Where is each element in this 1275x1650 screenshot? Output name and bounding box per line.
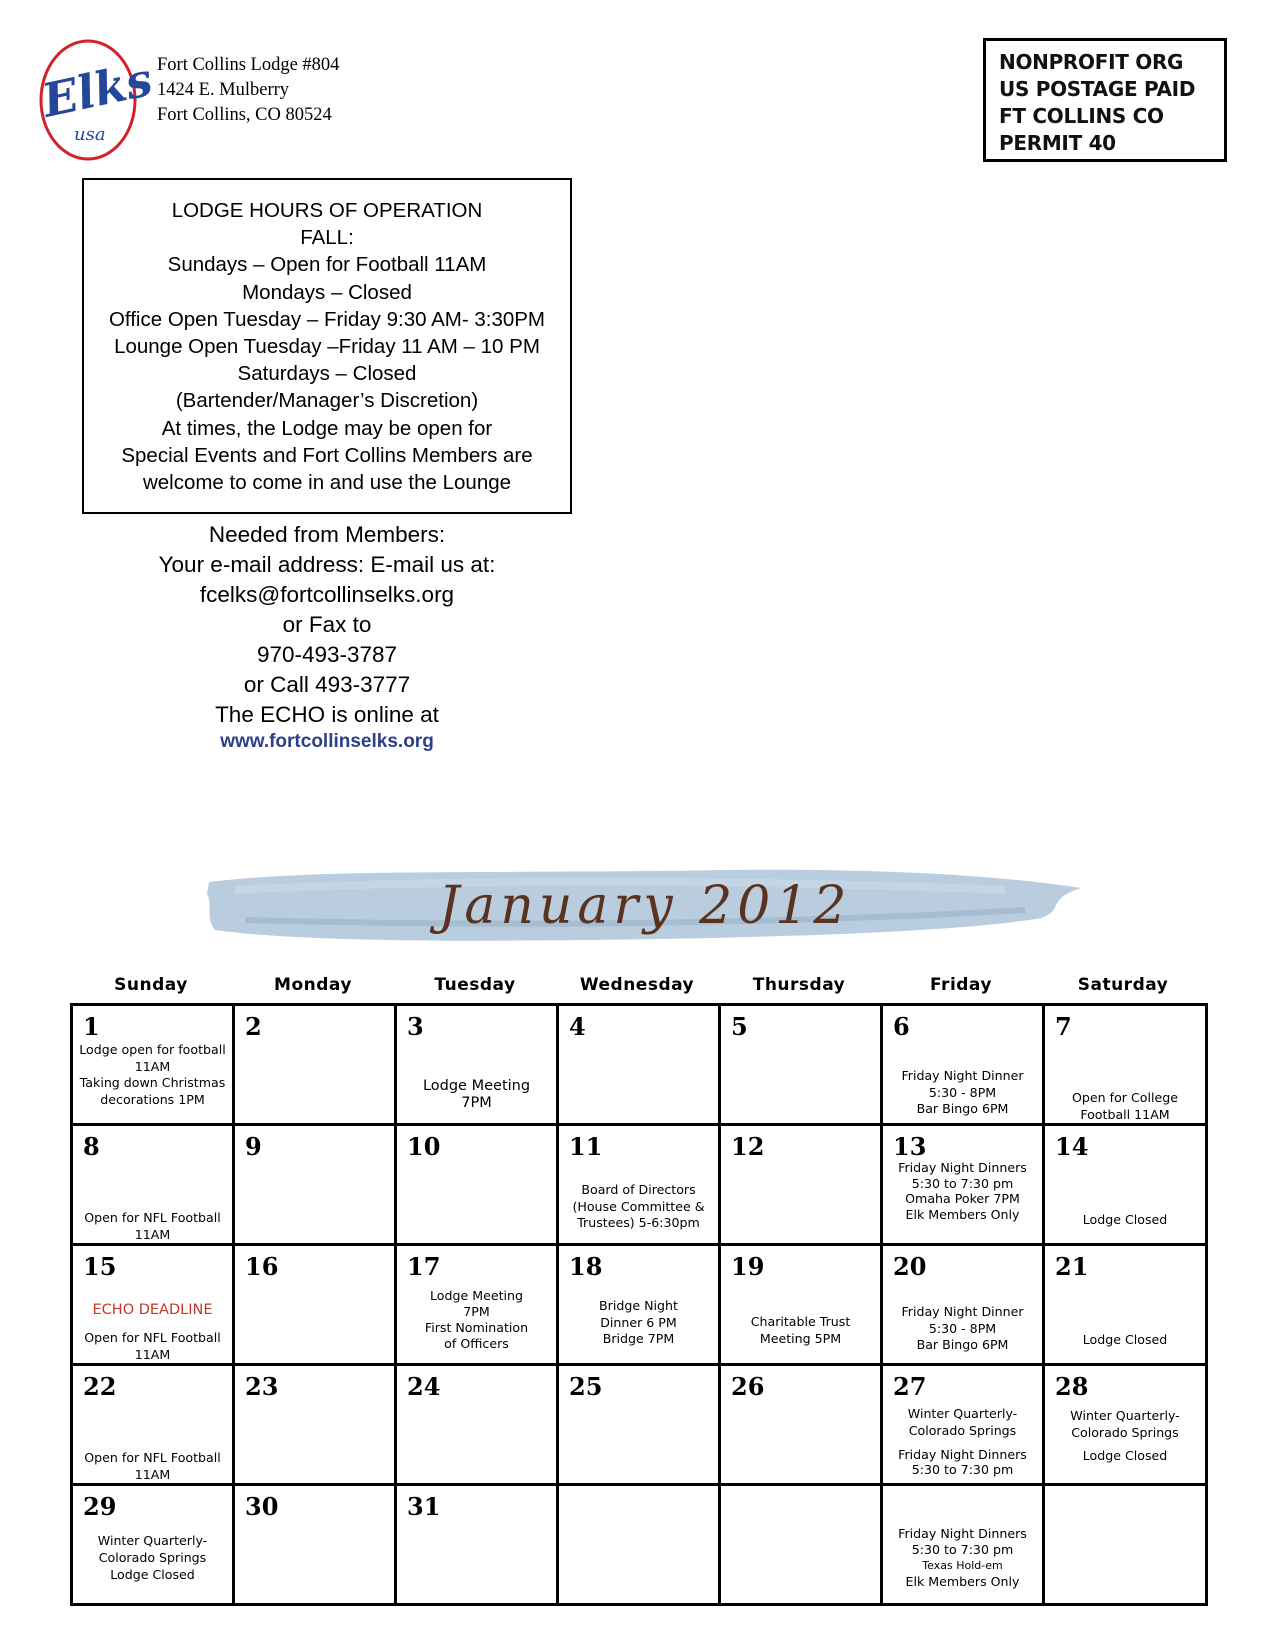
event-line: Friday Night Dinners [898,1447,1027,1462]
members-notice [82,520,572,754]
event-line: Winter Quarterly- [1070,1408,1180,1423]
day-cell [883,1126,1045,1246]
day-cell [1045,1246,1205,1366]
members-line: Needed from Members: [208,522,446,547]
address-line: Fort Collins Lodge #804 [157,55,340,75]
day-cell [235,1366,397,1486]
day-events [883,1526,1042,1590]
weekday-wednesday: Wednesday [579,975,695,995]
empty-day-cell [721,1486,883,1603]
event-line: Charitable Trust [750,1314,851,1329]
day-events [397,1288,556,1352]
event-line: Friday Night Dinner [901,1068,1024,1083]
day-cell [559,1126,721,1246]
event-line: 11AM [134,1058,171,1074]
email-link[interactable]: fcelks@fortcollinselks.org [199,582,455,607]
event-line: Bar Bingo 6PM [916,1101,1009,1116]
event-line: Open for NFL Football [84,1210,221,1225]
address-line: Fort Collins, CO 80524 [157,105,332,125]
weekday-monday: Monday [274,975,352,995]
event-line: Bridge Night [599,1298,678,1313]
empty-day-cell [1045,1486,1205,1603]
event-line: Lodge Meeting [429,1288,523,1303]
day-number: 7 [1055,1012,1072,1041]
day-events [1045,1408,1205,1441]
event-line: (House Committee & [572,1198,705,1214]
event-line: Colorado Springs [1071,1424,1179,1440]
logo-subtext: usa [74,124,106,145]
event-line: Lodge Meeting [422,1078,531,1094]
day-events [883,1304,1042,1354]
event-line: Dinner 6 PM [600,1314,677,1330]
event-line: Bar Bingo 6PM [916,1337,1009,1352]
day-events [559,1298,718,1348]
event-line: Texas Hold-em [922,1559,1003,1572]
day-number: 14 [1055,1132,1089,1161]
day-cell [235,1006,397,1126]
day-number: 16 [245,1252,279,1281]
day-cell [883,1486,1045,1603]
hours-line: At times, the Lodge may be open for [161,416,493,440]
event-line: Winter Quarterly- [907,1406,1018,1421]
elks-logo [36,36,157,164]
members-line: or Call 493-3777 [243,672,411,697]
day-number: 27 [893,1372,927,1401]
weekday-header-row [70,975,1210,1001]
logo-text: Elks [37,51,157,128]
event-line: 7PM [463,1304,490,1319]
event-line: Friday Night Dinner [901,1304,1024,1319]
event-line: Lodge Closed [1082,1332,1168,1347]
day-number: 5 [731,1012,748,1041]
day-cell [883,1006,1045,1126]
postage-indicia [983,38,1227,162]
day-number: 12 [731,1132,765,1161]
event-line: Friday Night Dinners [898,1160,1027,1175]
event-line: Trustees) 5-6:30pm [577,1215,700,1230]
event-line: 5:30 to 7:30 pm [911,1175,1014,1191]
day-number: 8 [83,1132,100,1161]
hours-line: FALL: [300,226,354,250]
day-number: 28 [1055,1372,1089,1401]
day-events [883,1447,1042,1477]
day-number: 1 [83,1012,100,1041]
event-line: Bridge 7PM [602,1331,675,1346]
day-cell [1045,1126,1205,1246]
day-events [721,1314,880,1347]
month-title: January 2012 [438,876,852,936]
day-cell [397,1246,559,1366]
event-line: 5:30 - 8PM [928,1320,997,1336]
day-events [559,1182,718,1232]
day-events [1045,1212,1205,1229]
event-line: Open for NFL Football [84,1330,221,1345]
event-line: Omaha Poker 7PM [905,1191,1020,1206]
day-cell [73,1366,235,1486]
day-number: 11 [569,1132,603,1161]
day-cell [235,1486,397,1603]
event-line: Football 11AM [1080,1106,1170,1122]
day-cell [883,1366,1045,1486]
day-number: 26 [731,1372,765,1401]
weekday-tuesday: Tuesday [434,975,516,995]
event-line: 11AM [134,1346,171,1362]
day-cell [397,1006,559,1126]
day-number: 2 [245,1012,262,1041]
hours-line: Lounge Open Tuesday –Friday 11 AM – 10 PM [114,335,540,359]
day-number: 21 [1055,1252,1089,1281]
day-cell [397,1366,559,1486]
day-cell [559,1366,721,1486]
event-line: 5:30 - 8PM [928,1084,997,1100]
day-cell [883,1246,1045,1366]
day-number: 4 [569,1012,586,1041]
event-line: of Officers [444,1336,509,1351]
event-line: Lodge Closed [1082,1448,1168,1463]
weekday-saturday: Saturday [1077,975,1169,995]
event-line: 11AM [134,1226,171,1242]
day-cell [73,1126,235,1246]
hours-line: Office Open Tuesday – Friday 9:30 AM- 3:30PM [108,307,546,331]
day-number: 9 [245,1132,262,1161]
event-line: Elk Members Only [905,1574,1020,1589]
event-line: 5:30 to 7:30 pm [911,1542,1014,1557]
members-line: Your e-mail address: E-mail us at: [158,552,496,577]
weekday-friday: Friday [930,975,992,995]
hours-line: (Bartender/Manager’s Discretion) [175,389,479,413]
fax-number: 970-493-3787 [256,642,398,667]
weekday-sunday: Sunday [114,975,188,995]
day-cell [397,1126,559,1246]
day-cell [397,1486,559,1603]
day-events [1045,1448,1205,1465]
day-number: 17 [407,1252,441,1281]
day-number: 3 [407,1012,424,1041]
day-number: 15 [83,1252,117,1281]
day-number: 25 [569,1372,603,1401]
day-number: 10 [407,1132,441,1161]
day-cell [721,1246,883,1366]
day-events [883,1068,1042,1118]
day-cell [73,1486,235,1603]
event-line: Board of Directors [581,1182,696,1197]
event-line: Taking down Christmas [79,1075,226,1090]
day-events [73,1450,232,1483]
day-number: 19 [731,1252,765,1281]
lodge-hours-box [82,178,572,514]
day-events [73,1532,232,1583]
day-cell [235,1246,397,1366]
event-line: 11AM [134,1466,171,1482]
event-line: decorations 1PM [100,1091,205,1107]
day-events [73,1210,232,1243]
website-link[interactable]: www.fortcollinselks.org [220,731,434,752]
day-cell [235,1126,397,1246]
day-cell [73,1246,235,1366]
event-line: Winter Quarterly- [97,1533,208,1548]
postage-line: FT COLLINS CO [999,104,1164,128]
calendar-grid [70,1003,1208,1606]
event-line: First Nomination [424,1320,529,1335]
hours-line: Sundays – Open for Football 11AM [167,253,487,277]
members-line: or Fax to [282,612,372,637]
day-number: 18 [569,1252,603,1281]
day-number: 30 [245,1492,279,1521]
event-line: 7PM [461,1095,492,1111]
day-events [73,1330,232,1363]
day-cell [721,1126,883,1246]
day-events [883,1160,1042,1222]
day-events [1045,1332,1205,1349]
hours-line: Special Events and Fort Collins Members are [121,443,533,467]
postage-line: US POSTAGE PAID [999,77,1196,101]
address-line: 1424 E. Mulberry [157,80,290,100]
event-line: Meeting 5PM [759,1330,842,1346]
members-line: The ECHO is online at [215,702,439,727]
postage-line: PERMIT 40 [999,131,1116,155]
hours-line: LODGE HOURS OF OPERATION [171,199,483,222]
event-line: Colorado Springs [98,1550,207,1565]
lodge-address [157,53,417,128]
day-number: 29 [83,1492,117,1521]
day-number: 13 [893,1132,927,1161]
event-line: Elk Members Only [905,1206,1020,1222]
day-cell [559,1246,721,1366]
weekday-thursday: Thursday [752,975,846,995]
day-number: 6 [893,1012,910,1041]
day-number: 20 [893,1252,927,1281]
day-number: 23 [245,1372,279,1401]
day-cell [73,1006,235,1126]
empty-day-cell [559,1486,721,1603]
event-line: 5:30 to 7:30 pm [911,1462,1014,1477]
day-events [397,1078,556,1112]
day-events [1045,1090,1205,1123]
day-cell [559,1006,721,1126]
day-number: 24 [407,1372,441,1401]
day-cell [721,1366,883,1486]
day-number: 31 [407,1492,441,1521]
day-cell [1045,1006,1205,1126]
day-events [73,1042,232,1108]
day-number: 22 [83,1372,117,1401]
event-line: Lodge open for football [79,1042,226,1057]
event-line: Open for College [1072,1090,1178,1105]
hours-line: Mondays – Closed [242,280,412,304]
day-events [883,1406,1042,1439]
event-line: Lodge Closed [110,1567,195,1582]
echo-deadline: ECHO DEADLINE [92,1302,213,1318]
day-cell [721,1006,883,1126]
event-line: Friday Night Dinners [898,1526,1027,1541]
day-cell [1045,1366,1205,1486]
event-line: Colorado Springs [908,1422,1017,1438]
event-line: Open for NFL Football [84,1450,221,1465]
hours-line: Saturdays – Closed [237,362,417,386]
event-line: Lodge Closed [1082,1212,1168,1227]
hours-line: welcome to come in and use the Lounge [142,471,512,495]
postage-line: NONPROFIT ORG [999,50,1184,74]
